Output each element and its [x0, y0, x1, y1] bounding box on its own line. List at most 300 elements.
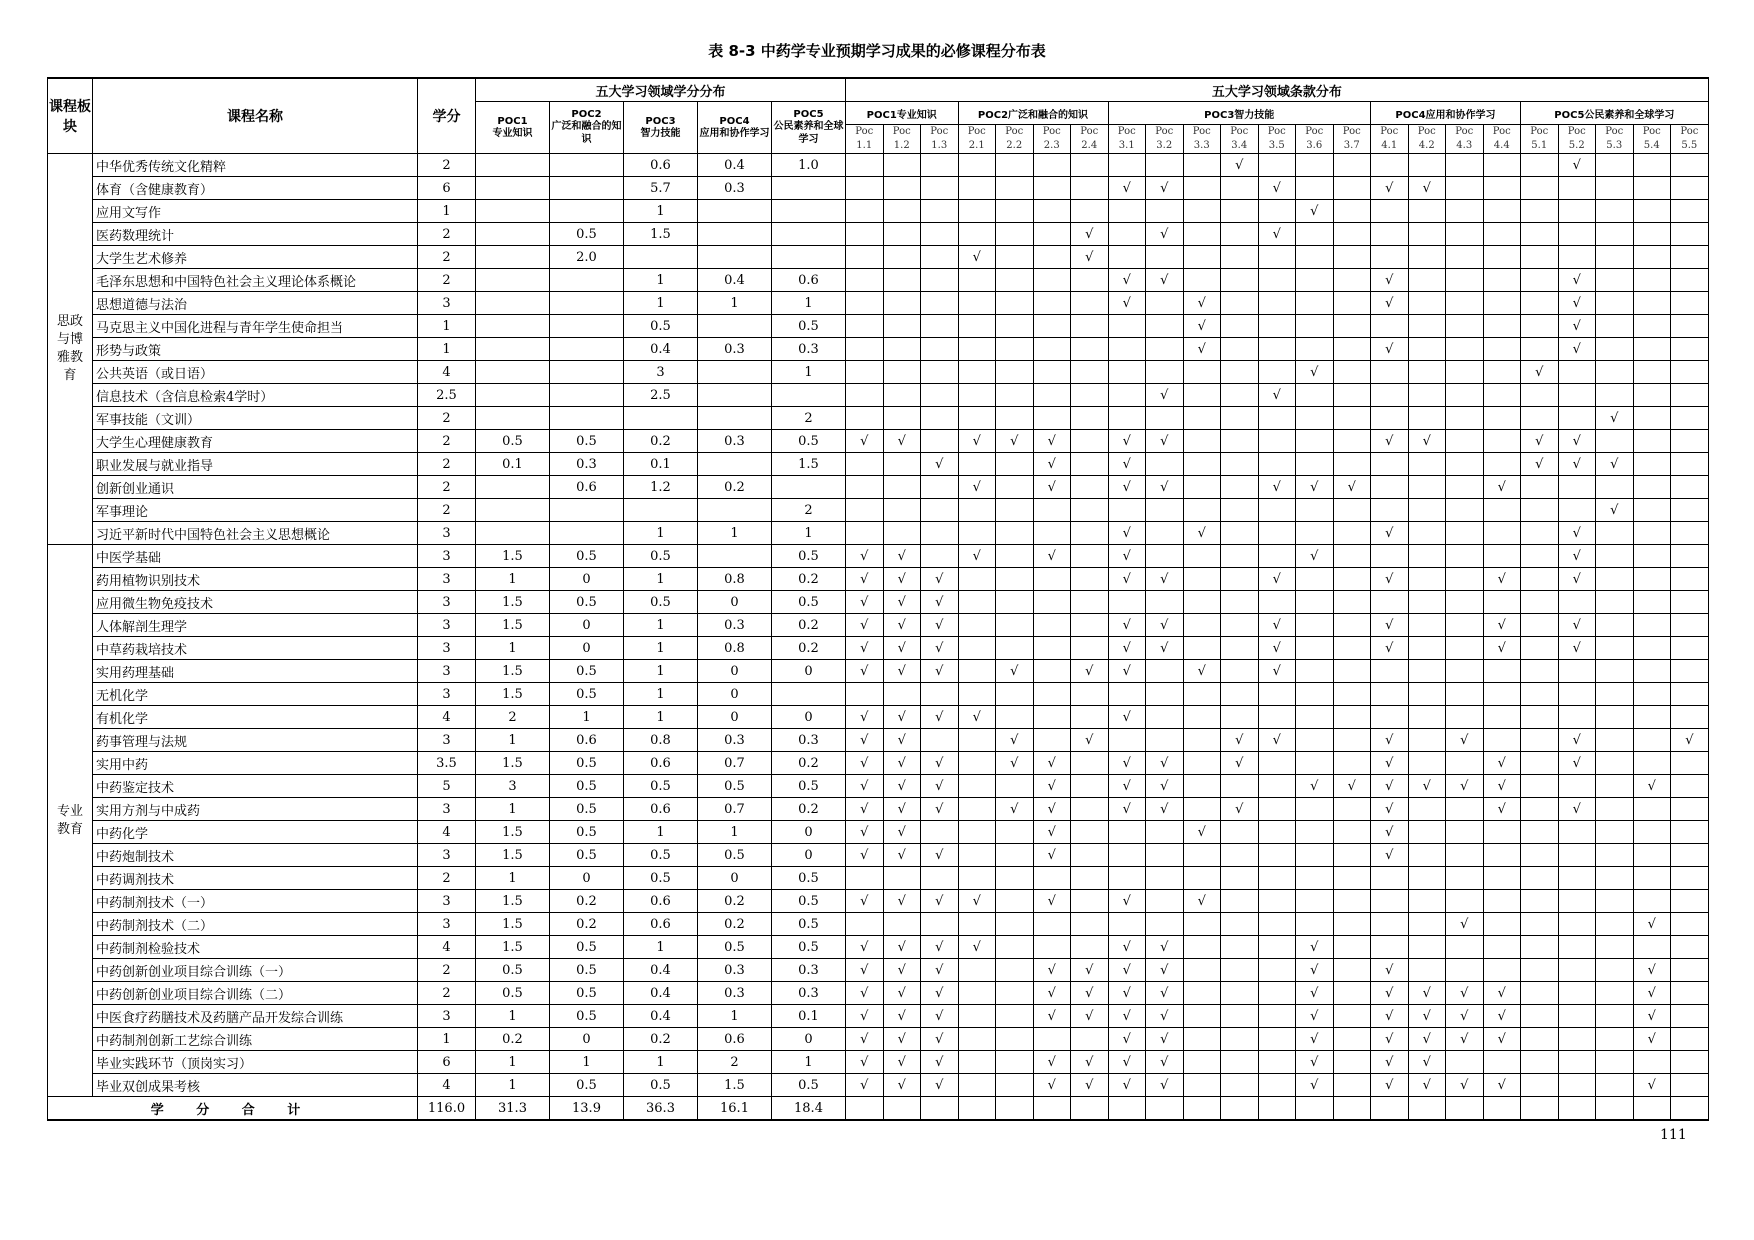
poc-item-cell	[958, 568, 996, 591]
poc-credit-value: 0.7	[698, 798, 772, 821]
poc-item-cell	[1033, 338, 1071, 361]
poc-item-cell	[958, 775, 996, 798]
poc-item-cell	[1108, 867, 1146, 890]
check-mark: √	[1483, 1028, 1521, 1051]
check-mark: √	[1221, 729, 1259, 752]
check-mark: √	[1296, 1074, 1334, 1097]
course-credit: 2	[418, 476, 476, 499]
total-empty-cell	[1146, 1097, 1184, 1121]
poc-item-cell	[1558, 1028, 1596, 1051]
poc-item-cell	[1296, 614, 1334, 637]
check-mark: √	[1671, 729, 1709, 752]
check-mark: √	[921, 798, 959, 821]
check-mark: √	[1296, 959, 1334, 982]
poc-credit-value: 5.7	[624, 177, 698, 200]
total-empty-cell	[1296, 1097, 1334, 1121]
total-empty-cell	[1596, 1097, 1634, 1121]
poc-item-cell	[921, 384, 959, 407]
poc-item-cell	[1183, 269, 1221, 292]
course-name: 毛泽东思想和中国特色社会主义理论体系概论	[93, 269, 418, 292]
poc-item-cell	[1446, 315, 1484, 338]
check-mark: √	[883, 637, 921, 660]
poc-prefix: Poc	[1680, 126, 1699, 137]
poc-item-cell	[1521, 1028, 1559, 1051]
total-empty-cell	[1071, 1097, 1109, 1121]
poc-item-cell	[958, 752, 996, 775]
poc-credit-value	[476, 269, 550, 292]
poc-item-cell	[1633, 1051, 1671, 1074]
poc-credit-value: 1	[624, 706, 698, 729]
poc-credit-value: 0.4	[624, 1005, 698, 1028]
poc-credit-value: 0.5	[772, 1074, 846, 1097]
poc-credit-value	[476, 246, 550, 269]
header-item-sub	[1408, 125, 1446, 154]
poc-item-cell	[1483, 177, 1521, 200]
poc-item-cell	[1221, 476, 1259, 499]
poc-item-cell	[1371, 890, 1409, 913]
course-name: 中华优秀传统文化精粹	[93, 154, 418, 177]
header-item-sub	[1633, 125, 1671, 154]
check-mark: √	[1633, 1074, 1671, 1097]
table-row	[48, 430, 1709, 453]
poc-credit-value: 0.3	[772, 729, 846, 752]
poc-item-cell	[1521, 660, 1559, 683]
poc-credit-value: 0.2	[698, 890, 772, 913]
table-row	[48, 407, 1709, 430]
check-mark: √	[996, 752, 1034, 775]
check-mark: √	[1033, 1005, 1071, 1028]
poc-item-cell	[1033, 1028, 1071, 1051]
poc-item-cell	[1408, 752, 1446, 775]
poc-item-cell	[996, 476, 1034, 499]
poc-item-cell	[1521, 683, 1559, 706]
poc-item-cell	[1558, 913, 1596, 936]
poc-item-cell	[1446, 407, 1484, 430]
header-item-group: POC4应用和协作学习	[1371, 102, 1521, 125]
poc-item-cell	[1596, 660, 1634, 683]
poc-item-cell	[1146, 913, 1184, 936]
poc-item-cell	[996, 683, 1034, 706]
poc-item-cell	[1296, 890, 1334, 913]
poc-item-cell	[1671, 315, 1709, 338]
poc-item-cell	[1221, 430, 1259, 453]
poc-item-cell	[1446, 154, 1484, 177]
poc-credit-value	[698, 499, 772, 522]
poc-item-cell	[1446, 936, 1484, 959]
total-empty-cell	[1446, 1097, 1484, 1121]
poc-item-cell	[883, 407, 921, 430]
check-mark: √	[1033, 545, 1071, 568]
check-mark: √	[1108, 545, 1146, 568]
poc-item-cell	[1333, 384, 1371, 407]
table-row	[48, 384, 1709, 407]
poc-credit-value: 0.5	[550, 683, 624, 706]
poc-item-cell	[1633, 729, 1671, 752]
poc-item-cell	[1596, 729, 1634, 752]
course-name: 中药制剂技术（二）	[93, 913, 418, 936]
poc-item-cell	[1033, 660, 1071, 683]
poc-item-cell	[996, 637, 1034, 660]
header-item-sub	[1671, 125, 1709, 154]
poc-item-cell	[1671, 982, 1709, 1005]
check-mark: √	[1483, 568, 1521, 591]
poc-credit-value: 0.2	[476, 1028, 550, 1051]
poc-item-cell	[1296, 729, 1334, 752]
poc-item-cell	[846, 683, 884, 706]
course-name: 职业发展与就业指导	[93, 453, 418, 476]
poc-item-cell	[1108, 200, 1146, 223]
poc-item-cell	[1221, 223, 1259, 246]
poc-item-cell	[1483, 522, 1521, 545]
poc-credit-value: 1	[476, 568, 550, 591]
check-mark: √	[1296, 1051, 1334, 1074]
check-mark: √	[1558, 453, 1596, 476]
check-mark: √	[1408, 1028, 1446, 1051]
check-mark: √	[1258, 660, 1296, 683]
poc-item-cell	[1671, 1005, 1709, 1028]
poc-item-cell	[1333, 292, 1371, 315]
poc-credit-value	[476, 476, 550, 499]
poc-credit-value: 0	[550, 614, 624, 637]
poc-credit-value: 0.5	[698, 936, 772, 959]
check-mark: √	[921, 1028, 959, 1051]
poc-item-cell	[1596, 821, 1634, 844]
poc-item-cell	[1258, 913, 1296, 936]
poc-item-cell	[1183, 798, 1221, 821]
check-mark: √	[846, 568, 884, 591]
poc-item-cell	[1558, 1051, 1596, 1074]
poc-item-cell	[1033, 200, 1071, 223]
poc-item-cell	[883, 177, 921, 200]
poc-item-cell	[1333, 591, 1371, 614]
course-credit: 3	[418, 798, 476, 821]
check-mark: √	[846, 1005, 884, 1028]
course-name: 中药创新创业项目综合训练（一）	[93, 959, 418, 982]
course-name: 毕业实践环节（顶岗实习）	[93, 1051, 418, 1074]
poc-item-cell	[1671, 591, 1709, 614]
poc-item-cell	[1033, 499, 1071, 522]
poc-item-cell	[1558, 936, 1596, 959]
poc-credit-value	[772, 384, 846, 407]
table-header	[48, 78, 1709, 154]
check-mark: √	[1108, 568, 1146, 591]
poc-credit-value: 0.5	[550, 775, 624, 798]
poc-item-cell	[1408, 407, 1446, 430]
poc-item-cell	[1483, 338, 1521, 361]
poc-item-cell	[1258, 1074, 1296, 1097]
poc-item-cell	[1408, 959, 1446, 982]
poc-credit-value: 1	[476, 867, 550, 890]
poc-prefix: Poc	[1342, 126, 1361, 137]
check-mark: √	[921, 614, 959, 637]
poc-item-cell	[1296, 453, 1334, 476]
poc-item-cell	[958, 292, 996, 315]
check-mark: √	[846, 959, 884, 982]
check-mark: √	[1071, 1005, 1109, 1028]
poc-item-cell	[1483, 821, 1521, 844]
poc-item-cell	[1483, 430, 1521, 453]
poc-number: 1.1	[856, 140, 873, 151]
check-mark: √	[1033, 476, 1071, 499]
poc-item-cell	[1671, 1074, 1709, 1097]
poc-item-cell	[1371, 154, 1409, 177]
poc-item-cell	[1146, 154, 1184, 177]
poc-item-cell	[1071, 844, 1109, 867]
course-name: 军事技能（文训）	[93, 407, 418, 430]
check-mark: √	[1558, 614, 1596, 637]
poc-item-cell	[958, 637, 996, 660]
poc-item-cell	[1221, 453, 1259, 476]
poc-item-cell	[1183, 752, 1221, 775]
poc-item-cell	[1146, 683, 1184, 706]
poc-item-cell	[996, 1028, 1034, 1051]
poc-credit-value: 1	[624, 200, 698, 223]
poc-credit-value	[476, 407, 550, 430]
poc-credit-value	[772, 683, 846, 706]
poc-item-cell	[1296, 223, 1334, 246]
poc-item-cell	[1296, 821, 1334, 844]
poc-prefix: Poc	[1492, 126, 1511, 137]
poc-credit-value: 0.5	[550, 591, 624, 614]
poc-item-cell	[1108, 591, 1146, 614]
poc-credit-value: 0.5	[772, 890, 846, 913]
check-mark: √	[958, 246, 996, 269]
poc-item-cell	[1146, 522, 1184, 545]
check-mark: √	[921, 982, 959, 1005]
check-mark: √	[846, 1074, 884, 1097]
poc-item-cell	[996, 959, 1034, 982]
poc-item-cell	[1558, 821, 1596, 844]
poc-desc: 广泛和融合的知识	[551, 121, 622, 145]
course-name: 药用植物识别技术	[93, 568, 418, 591]
poc-item-cell	[958, 614, 996, 637]
poc-item-cell	[1108, 246, 1146, 269]
poc-item-cell	[1071, 867, 1109, 890]
poc-credit-value: 0.3	[698, 982, 772, 1005]
poc-item-cell	[1033, 407, 1071, 430]
poc-credit-value: 0.5	[624, 844, 698, 867]
header-item-sub	[1296, 125, 1334, 154]
poc-item-cell	[1446, 637, 1484, 660]
poc-item-cell	[883, 223, 921, 246]
poc-item-cell	[958, 499, 996, 522]
check-mark: √	[921, 453, 959, 476]
poc-credit-value: 0.5	[550, 982, 624, 1005]
poc-number: 5.1	[1531, 140, 1548, 151]
poc-item-cell	[1221, 775, 1259, 798]
check-mark: √	[1108, 775, 1146, 798]
poc-credit-value	[550, 177, 624, 200]
check-mark: √	[1371, 752, 1409, 775]
check-mark: √	[1408, 982, 1446, 1005]
poc-item-cell	[1408, 338, 1446, 361]
poc-prefix: Poc	[1155, 126, 1174, 137]
poc-item-cell	[1146, 545, 1184, 568]
poc-item-cell	[958, 729, 996, 752]
poc-item-cell	[921, 499, 959, 522]
poc-credit-value	[476, 384, 550, 407]
poc-item-cell	[1408, 798, 1446, 821]
poc-item-cell	[1633, 453, 1671, 476]
poc-item-cell	[1633, 614, 1671, 637]
poc-item-cell	[921, 361, 959, 384]
table-row	[48, 614, 1709, 637]
poc-item-cell	[1671, 1051, 1709, 1074]
course-credit: 3	[418, 844, 476, 867]
check-mark: √	[846, 775, 884, 798]
poc-item-cell	[1633, 890, 1671, 913]
check-mark: √	[883, 430, 921, 453]
poc-credit-value: 1	[772, 361, 846, 384]
poc-item-cell	[1596, 936, 1634, 959]
poc-item-cell	[1371, 384, 1409, 407]
poc-item-cell	[958, 361, 996, 384]
check-mark: √	[1633, 1028, 1671, 1051]
check-mark: √	[1033, 453, 1071, 476]
poc-item-cell	[1258, 591, 1296, 614]
poc-credit-value: 1.5	[476, 821, 550, 844]
poc-item-cell	[1033, 591, 1071, 614]
poc-item-cell	[883, 200, 921, 223]
poc-prefix: Poc	[855, 126, 874, 137]
poc-item-cell	[1071, 798, 1109, 821]
poc-credit-value	[624, 499, 698, 522]
check-mark: √	[1596, 407, 1634, 430]
poc-credit-value	[772, 223, 846, 246]
poc-item-cell	[1521, 315, 1559, 338]
check-mark: √	[1408, 775, 1446, 798]
poc-item-cell	[1633, 522, 1671, 545]
poc-item-cell	[1183, 384, 1221, 407]
check-mark: √	[1108, 637, 1146, 660]
poc-item-cell	[1483, 315, 1521, 338]
poc-item-cell	[1033, 522, 1071, 545]
poc-item-cell	[1183, 844, 1221, 867]
poc-item-cell	[1071, 614, 1109, 637]
poc-item-cell	[921, 522, 959, 545]
poc-credit-value: 0.2	[772, 752, 846, 775]
poc-item-cell	[1221, 499, 1259, 522]
check-mark: √	[921, 1074, 959, 1097]
poc-item-cell	[921, 683, 959, 706]
poc-item-cell	[1408, 476, 1446, 499]
poc-credit-value: 0.8	[624, 729, 698, 752]
check-mark: √	[1146, 982, 1184, 1005]
poc-item-cell	[996, 246, 1034, 269]
header-item-sub	[996, 125, 1034, 154]
poc-credit-value	[550, 338, 624, 361]
course-credit: 1	[418, 338, 476, 361]
total-empty-cell	[1183, 1097, 1221, 1121]
poc-item-cell	[1483, 959, 1521, 982]
course-credit: 5	[418, 775, 476, 798]
poc-item-cell	[1521, 177, 1559, 200]
poc-item-cell	[1371, 315, 1409, 338]
poc-credit-value	[624, 246, 698, 269]
poc-credit-value: 0.5	[698, 844, 772, 867]
poc-item-cell	[1371, 683, 1409, 706]
poc-item-cell	[1521, 292, 1559, 315]
poc-credit-value: 0.5	[550, 959, 624, 982]
poc-credit-value: 0.2	[550, 913, 624, 936]
check-mark: √	[883, 982, 921, 1005]
table-row	[48, 959, 1709, 982]
poc-item-cell	[1258, 338, 1296, 361]
poc-credit-value	[698, 246, 772, 269]
poc-credit-value: 1	[624, 269, 698, 292]
poc-item-cell	[1558, 177, 1596, 200]
poc-item-cell	[883, 315, 921, 338]
poc-item-cell	[846, 269, 884, 292]
poc-item-cell	[1446, 522, 1484, 545]
course-credit: 2	[418, 959, 476, 982]
header-item-group: POC1专业知识	[846, 102, 959, 125]
poc-item-cell	[958, 1005, 996, 1028]
poc-item-cell	[1071, 315, 1109, 338]
poc-item-cell	[1333, 269, 1371, 292]
check-mark: √	[1071, 1074, 1109, 1097]
poc-item-cell	[1633, 430, 1671, 453]
course-name: 中药鉴定技术	[93, 775, 418, 798]
poc-item-cell	[1408, 614, 1446, 637]
poc-item-cell	[921, 200, 959, 223]
check-mark: √	[1558, 752, 1596, 775]
check-mark: √	[846, 890, 884, 913]
total-row	[48, 1097, 1709, 1121]
poc-item-cell	[883, 476, 921, 499]
check-mark: √	[1371, 1074, 1409, 1097]
header-poc-credit	[698, 102, 772, 154]
poc-credit-value: 0.2	[772, 614, 846, 637]
poc-item-cell	[958, 683, 996, 706]
poc-item-cell	[1108, 407, 1146, 430]
poc-item-cell	[1333, 430, 1371, 453]
poc-prefix: Poc	[1417, 126, 1436, 137]
poc-item-cell	[996, 591, 1034, 614]
check-mark: √	[958, 936, 996, 959]
poc-item-cell	[1146, 821, 1184, 844]
poc-credit-value	[476, 154, 550, 177]
poc-credit-value: 0.5	[550, 936, 624, 959]
course-name: 中药制剂创新工艺综合训练	[93, 1028, 418, 1051]
poc-item-cell	[1296, 798, 1334, 821]
check-mark: √	[1483, 982, 1521, 1005]
poc-item-cell	[1221, 614, 1259, 637]
poc-item-cell	[1333, 982, 1371, 1005]
header-item-group: POC2广泛和融合的知识	[958, 102, 1108, 125]
poc-item-cell	[1671, 614, 1709, 637]
header-item-sub	[1558, 125, 1596, 154]
table-row	[48, 706, 1709, 729]
poc-item-cell	[1146, 338, 1184, 361]
poc-item-cell	[1483, 269, 1521, 292]
poc-item-cell	[958, 154, 996, 177]
poc-item-cell	[1183, 936, 1221, 959]
table-body	[48, 154, 1709, 1121]
poc-credit-value: 1.5	[476, 844, 550, 867]
poc-item-cell	[1671, 476, 1709, 499]
poc-item-cell	[1146, 706, 1184, 729]
header-module: 课程板块	[48, 78, 93, 154]
poc-item-cell	[1483, 660, 1521, 683]
poc-item-cell	[846, 361, 884, 384]
poc-item-cell	[1596, 959, 1634, 982]
check-mark: √	[1108, 430, 1146, 453]
poc-credit-value: 1	[624, 614, 698, 637]
poc-item-cell	[1258, 315, 1296, 338]
poc-item-cell	[1633, 338, 1671, 361]
check-mark: √	[1183, 338, 1221, 361]
